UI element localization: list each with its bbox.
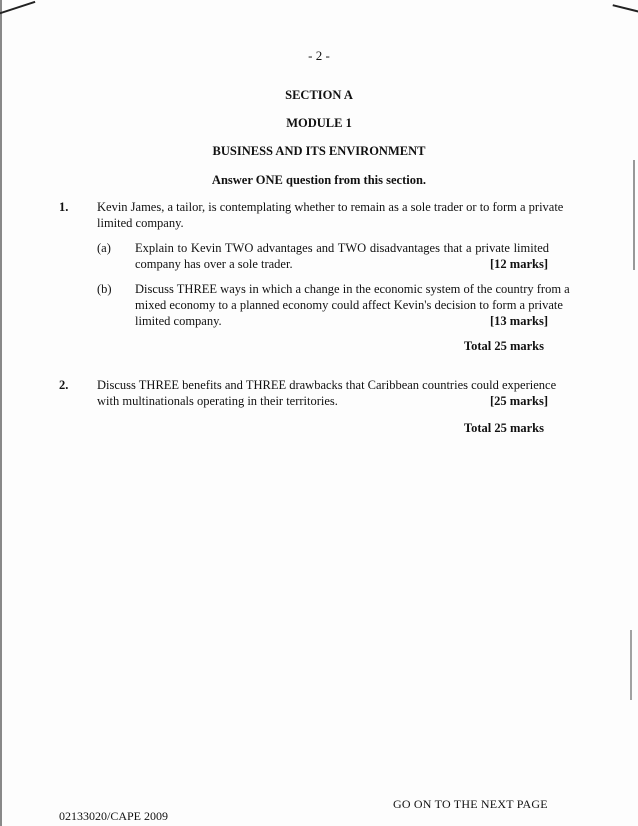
module-title: MODULE 1 bbox=[286, 116, 352, 130]
question-total: Total 25 marks bbox=[463, 339, 544, 353]
part-text-line: company has over a sole trader. bbox=[135, 257, 293, 271]
question-stem-line: Discuss THREE benefits and THREE drawbacks that Caribbean countries could experience bbox=[97, 378, 557, 392]
module-name: BUSINESS AND ITS ENVIRONMENT bbox=[212, 144, 426, 158]
page-number: - 2 - bbox=[308, 48, 330, 63]
part-label: (b) bbox=[97, 282, 112, 296]
part-label: (a) bbox=[97, 241, 111, 255]
question-stem-line: limited company. bbox=[97, 216, 184, 230]
question-stem-line: Kevin James, a tailor, is contemplating whether to remain as a sole trader or to form a private bbox=[97, 200, 564, 214]
question-stem-line: with multinationals operating in their territories. bbox=[97, 394, 338, 408]
continue-note: GO ON TO THE NEXT PAGE bbox=[393, 797, 548, 811]
question-number: 2. bbox=[59, 378, 69, 392]
question-total: Total 25 marks bbox=[463, 421, 544, 435]
section-instruction: Answer ONE question from this section. bbox=[211, 173, 427, 187]
question-number: 1. bbox=[59, 200, 69, 214]
part-text-line: mixed economy to a planned economy could affect Kevin's decision to form a private bbox=[135, 298, 563, 312]
part-text-line: Discuss THREE ways in which a change in the economic system of the country from a bbox=[135, 282, 570, 296]
section-title: SECTION A bbox=[285, 88, 353, 102]
marks-allocation: [25 marks] bbox=[490, 394, 548, 408]
part-text-line: Explain to Kevin TWO advantages and TWO disadvantages that a private limited bbox=[135, 241, 549, 255]
part-text-line: limited company. bbox=[135, 314, 222, 328]
scan-edge-shadow bbox=[630, 630, 632, 700]
marks-allocation: [12 marks] bbox=[490, 257, 548, 271]
paper-code: 02133020/CAPE 2009 bbox=[59, 809, 169, 823]
scan-corner-mark bbox=[0, 0, 35, 16]
marks-allocation: [13 marks] bbox=[490, 314, 548, 328]
scan-corner-mark bbox=[613, 0, 638, 13]
